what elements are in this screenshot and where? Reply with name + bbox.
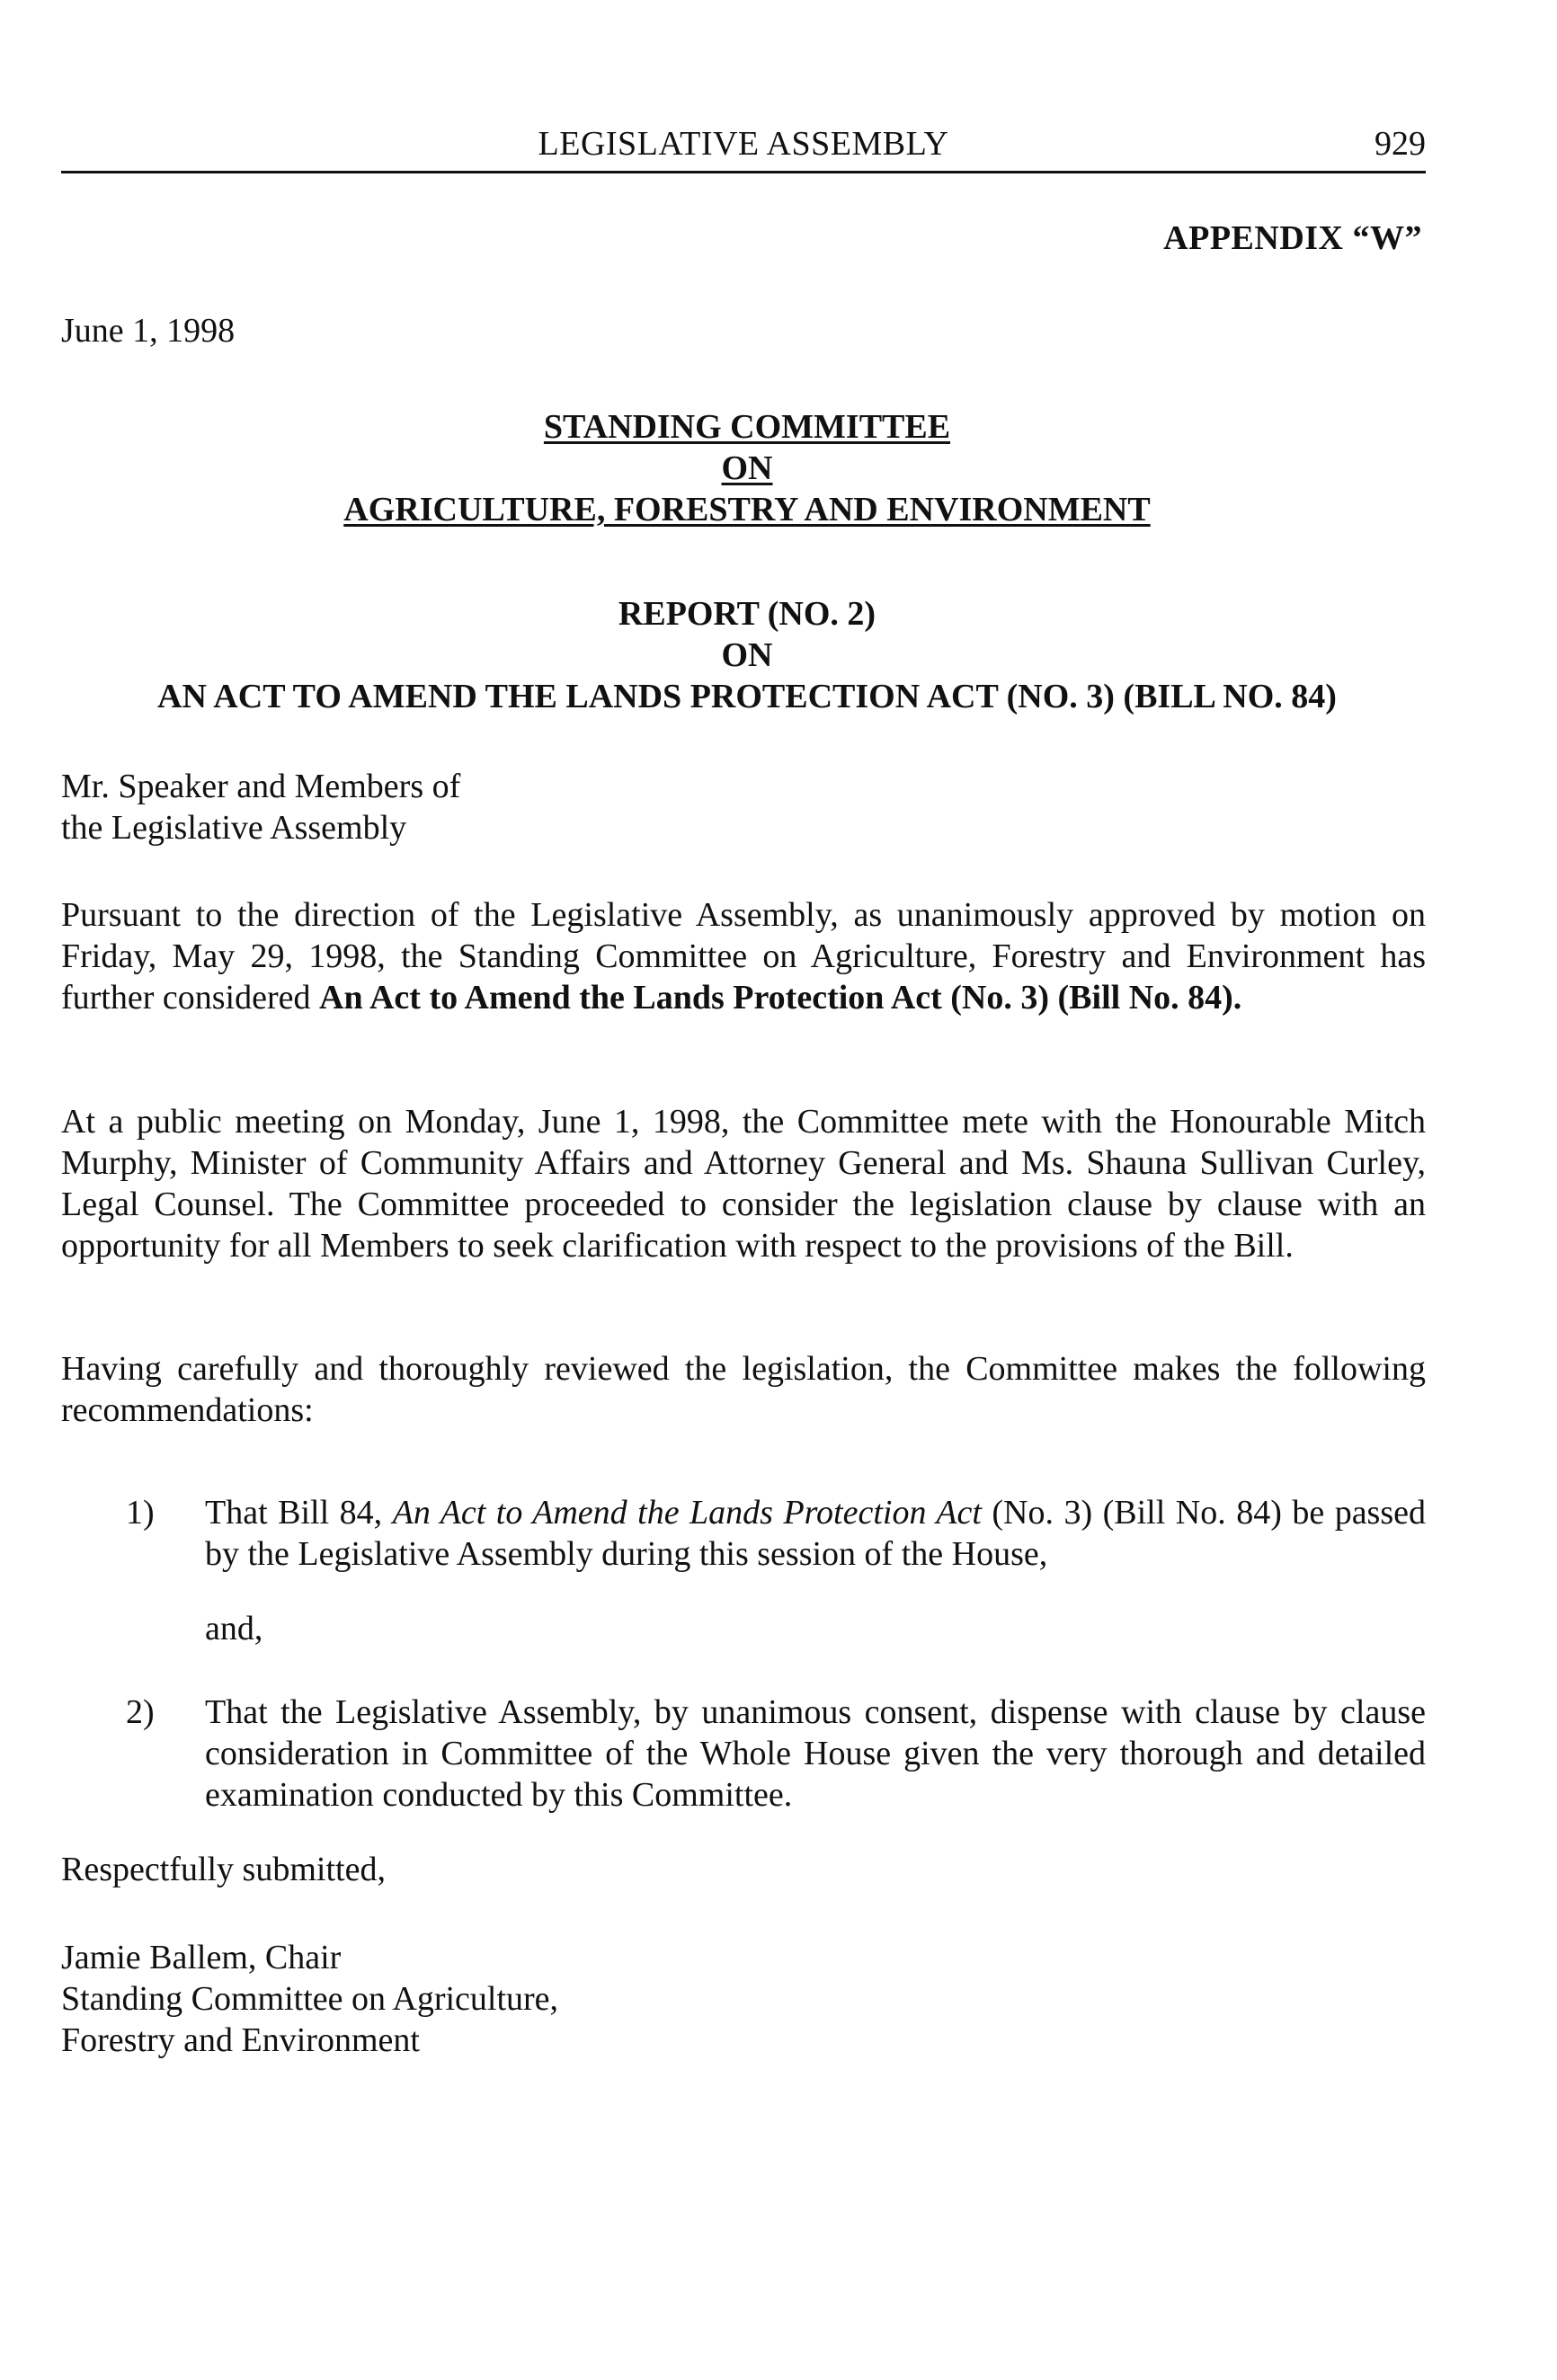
recommendation-text — [205, 1492, 1426, 1575]
committee-heading — [0, 406, 1494, 530]
recommendation-item — [126, 1692, 1426, 1816]
paragraph-review: Having carefully and thoroughly reviewed the legislation, the Committee makes the following recommendations: — [61, 1350, 1426, 1429]
paragraph-direction — [61, 894, 1426, 1018]
page-header — [61, 124, 1426, 173]
conjunction: and, — [205, 1610, 263, 1647]
bill-title-bold: An Act to Amend the Lands Protection Act (No. 3) (Bill No. 84). — [319, 979, 1242, 1017]
recommendation-text-start: That Bill 84, — [205, 1494, 393, 1532]
committee-line-1: STANDING COMMITTEE — [543, 408, 951, 446]
page-number: 929 — [1375, 125, 1426, 163]
report-heading — [0, 593, 1494, 717]
salutation-line-2: the Legislative Assembly — [61, 809, 407, 847]
paragraph-meeting: At a public meeting on Monday, June 1, 1998, the Committee mete with the Honourable Mitch Murphy, Minister of Community Affairs and Attorney General and Ms. Shauna Sullivan Curley, Legal Counsel. The Committee proceeded to consider the legislation clause by clause with an opportunity for all Members to seek clarification with respect to the provisions of the Bill. — [61, 1103, 1426, 1265]
recommendation-text: That the Legislative Assembly, by unanimous consent, dispense with clause by clause consideration in Committee of the Whole House given the very thorough and detailed examination conducted by this Committee. — [205, 1693, 1426, 1814]
salutation — [61, 766, 460, 848]
signatory-title-line-2: Forestry and Environment — [61, 2021, 420, 2059]
closing: Respectfully submitted, — [61, 1851, 386, 1888]
recommendation-number: 2) — [126, 1693, 155, 1731]
signature-block — [61, 1937, 558, 2061]
committee-line-3: AGRICULTURE, FORESTRY AND ENVIRONMENT — [343, 491, 1151, 528]
appendix-label: APPENDIX “W” — [1163, 219, 1422, 257]
recommendation-text-end: (No. 3) (Bill No. 84) be passed by the Legislative Assembly during this session of the House, — [205, 1494, 1427, 1573]
report-line-1: REPORT (NO. 2) — [618, 595, 876, 633]
act-title-italic: An Act to Amend the Lands Protection Act — [392, 1494, 982, 1532]
signatory-name: Jamie Ballem, Chair — [61, 1939, 342, 1976]
header-title: LEGISLATIVE ASSEMBLY — [538, 125, 949, 163]
paragraph-direction-text: Pursuant to the direction of the Legislative Assembly, as unanimously approved by motion on Friday, May 29, 1998, the Standing Committee on Agriculture, Forestry and Environment has further considered — [61, 896, 1426, 1017]
committee-line-2: ON — [721, 449, 773, 487]
report-line-2: ON — [721, 636, 773, 674]
report-line-3: AN ACT TO AMEND THE LANDS PROTECTION ACT (NO. 3) (BILL NO. 84) — [157, 678, 1337, 715]
recommendation-item — [126, 1492, 1426, 1575]
signatory-title-line-1: Standing Committee on Agriculture, — [61, 1980, 559, 2018]
report-date: June 1, 1998 — [61, 312, 236, 350]
recommendation-number: 1) — [126, 1494, 155, 1532]
salutation-line-1: Mr. Speaker and Members of — [61, 768, 461, 805]
